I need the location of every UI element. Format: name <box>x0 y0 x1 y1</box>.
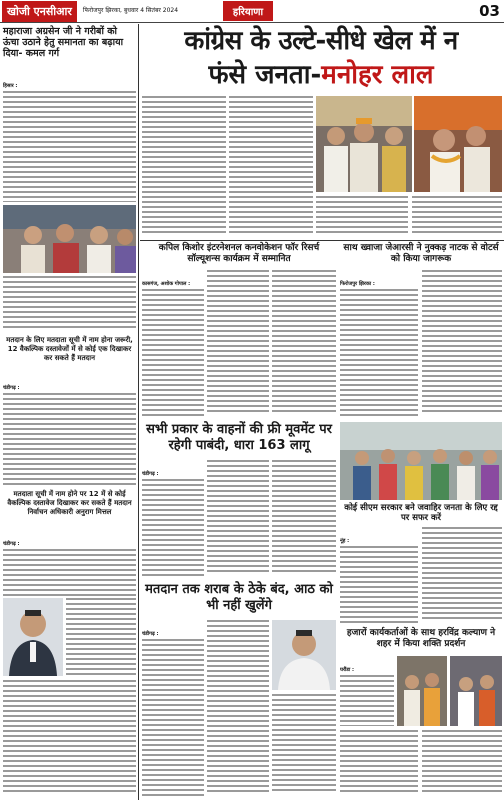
vehicle-body-col-1 <box>142 460 204 578</box>
liquor-body-col-1 <box>142 620 204 798</box>
curfew-dateline: नूंह : <box>340 538 350 544</box>
left-story-3-body <box>3 530 136 596</box>
newspaper-logo: खोजी एनसीआर <box>2 1 77 22</box>
liquor-body-col-3 <box>272 694 336 798</box>
liquor-body-col-2 <box>207 620 269 798</box>
lead-body-col-2 <box>229 96 313 238</box>
lead-headline-bottom <box>140 60 502 90</box>
official-portrait-photo <box>3 598 63 676</box>
left-story-1-headline: महाराजा अग्रसेन जी ने गरीबों को ऊंचा उठाने हेतु समानता का बढ़ाया दिया- कमल गर्ग <box>3 26 124 59</box>
play-body-col-2 <box>422 270 502 418</box>
section-label: हरियाणा <box>223 1 273 21</box>
left-story-2-dateline: चंडीगढ़ : <box>3 385 20 391</box>
vehicle-body-col-2 <box>207 460 269 578</box>
play-dateline: फिरोजपुर झिरका : <box>340 281 375 287</box>
left-story-1-body-2 <box>3 276 136 332</box>
lead-photo-leader <box>414 96 502 192</box>
rally-body-col-2 <box>340 730 418 798</box>
left-story-1-dateline: हिसार : <box>3 83 18 89</box>
left-story-2-body <box>3 374 136 486</box>
rally-headline: हजारों कार्यकर्ताओं के साथ हरविंद्र कल्याण ने शहर में किया शक्ति प्रदर्शन <box>346 628 496 649</box>
lead-body-col-3 <box>316 196 408 238</box>
lead-body-col-4 <box>412 196 502 238</box>
left-story-3-dateline: चंडीगढ़ : <box>3 541 20 547</box>
vehicle-dateline: चंडीगढ़ : <box>142 471 159 477</box>
left-story-3-headline: मतदाता सूची में नाम होने पर 12 में से कोई वैकल्पिक दस्तावेज दिखाकर कर सकते हैं मतदान निर्वाचन अधिकारी अनुराग मित्तल <box>7 490 132 516</box>
left-story-3-body-2 <box>66 598 136 678</box>
date-line: फिरोजपुर झिरका, बुधवार 4 सितंबर 2024 <box>82 7 179 14</box>
curfew-headline: कोई सीएम सरकार बने जवाहिर जनता के लिए रद्द पर सफर करें <box>344 503 498 523</box>
award-body-col-2 <box>207 270 269 418</box>
lead-body-col-1 <box>142 96 226 238</box>
play-headline: साथ ख्वाजा जेआरसी ने नुक्कड़ नाटक से वोटर्स को किया जागरूक <box>343 243 499 264</box>
award-headline: कपिल किशोर इंटरनेशनल कनवोकेशन फॉर रिसर्च सॉल्यूशन्स कार्यक्रम में सम्मानित <box>158 243 320 264</box>
left-story-3-body-3 <box>3 680 136 798</box>
column-divider <box>138 24 139 800</box>
award-body-col-1 <box>142 270 204 418</box>
page-number: 03 <box>479 2 500 20</box>
liquor-headline: मतदान तक शराब के ठेके बंद, आठ को भी नहीं खुलेंगे <box>145 582 333 613</box>
award-dateline: कासगंज, अशोक गोपाल : <box>142 281 191 287</box>
liquor-dateline: चंडीगढ़ : <box>142 631 159 637</box>
vehicle-headline: सभी प्रकार के वाहनों की फ्री मूवमेंट पर रहेगी पाबंदी, धारा 163 लागू <box>146 422 332 453</box>
play-photo <box>340 422 502 500</box>
masthead <box>0 0 504 23</box>
section-divider <box>140 240 504 241</box>
rally-dateline: घरौंडा : <box>340 667 355 673</box>
lead-headline-prefix: फंसे जनता- <box>208 60 322 90</box>
vehicle-body-col-3 <box>272 460 336 578</box>
award-body-col-3 <box>272 270 336 418</box>
curfew-body-col-1 <box>340 527 418 623</box>
rally-photo-1 <box>397 656 447 726</box>
left-story-1-body <box>3 72 136 202</box>
liquor-story-photo <box>272 620 336 690</box>
rally-photo-2 <box>450 656 502 726</box>
rally-body-col-1 <box>340 656 394 726</box>
play-body-col-1 <box>340 270 418 418</box>
lead-photo-crowd <box>316 96 412 192</box>
text-lines <box>3 91 136 202</box>
lead-headline-top: कांग्रेस के उल्टे-सीधे खेल में न <box>184 26 458 56</box>
rally-body-col-3 <box>422 730 502 798</box>
left-story-1-photo <box>3 205 136 273</box>
left-story-2-headline: मतदान के लिए मतदाता सूची में नाम होना जरूरी, 12 वैकल्पिक दस्तावेजों में से कोई एक दिखाकर कर सकते हैं मतदान <box>6 336 133 362</box>
lead-headline-name: मनोहर लाल <box>321 60 434 90</box>
curfew-body-col-2 <box>422 527 502 623</box>
